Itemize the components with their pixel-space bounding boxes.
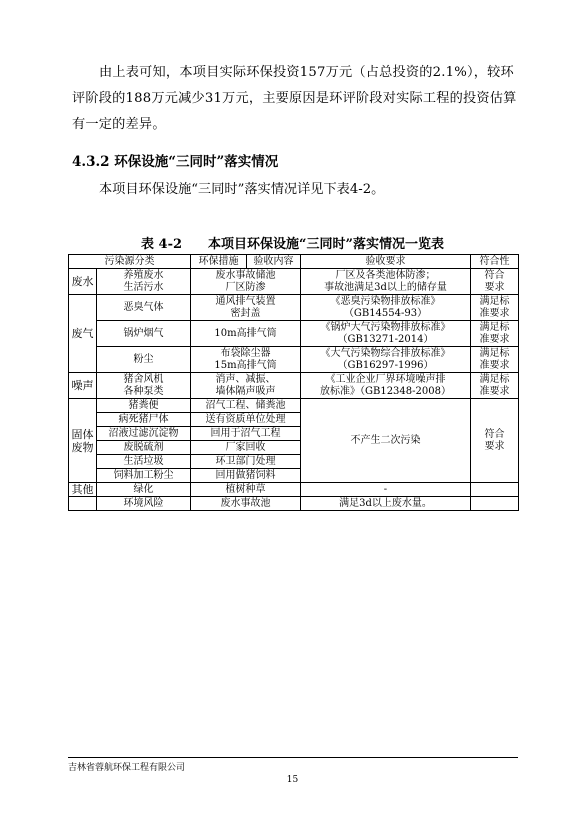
table-header-row (69, 255, 519, 269)
measure-cell: 10m高排气筒 (191, 321, 301, 347)
category-cell: 固体废物 (69, 399, 97, 483)
source-cell: 猪粪便 (97, 399, 191, 413)
header-cell: 环保措施 (191, 255, 247, 269)
requirement-cell: 《工业企业厂界环境噪声排 放标准》（GB12348-2008） (301, 373, 471, 399)
page-number: 15 (286, 775, 299, 785)
measure-cell: 植树种草 (191, 483, 301, 497)
table-row (69, 321, 519, 347)
table-row (69, 399, 519, 413)
requirement-cell: - (301, 483, 471, 497)
measure-cell: 回用做猪饲料 (191, 469, 301, 483)
requirement-cell: 满足3d以上废水量。 (301, 497, 471, 511)
source-cell: 沼液过滤沉淀物 (97, 427, 191, 441)
source-cell: 恶臭气体 (97, 295, 191, 321)
table-row (69, 347, 519, 373)
table-caption: 表 4-2 本项目环保设施“三同时”落实情况一览表 (141, 237, 444, 252)
table-row (69, 373, 519, 399)
header-cell: 验收要求 (301, 255, 471, 269)
category-cell (69, 295, 97, 373)
requirement-cell: 《大气污染物综合排放标准》 （GB16297-1996） (301, 347, 471, 373)
measure-cell: 通风排气装置 密封盖 (191, 295, 301, 321)
compliance-cell: 满足标 准要求 (471, 295, 519, 321)
compliance-cell (471, 497, 519, 511)
compliance-cell: 符合 要求 (471, 269, 519, 295)
requirement-cell: 不产生二次污染 (301, 399, 471, 483)
source-cell: 锅炉烟气 (97, 321, 191, 347)
table-row (69, 497, 519, 511)
compliance-cell: 满足标 准要求 (471, 373, 519, 399)
source-cell: 病死猪尸体 (97, 413, 191, 427)
footer-divider (68, 757, 518, 758)
three-simultaneous-table (68, 254, 519, 511)
header-cell: 污染源分类 (69, 255, 191, 269)
footer-company: 吉林省蓉航环保工程有限公司 (68, 763, 186, 773)
table-row (69, 295, 519, 321)
measure-cell: 回用于沼气工程 (191, 427, 301, 441)
source-cell: 环境风险 (97, 497, 191, 511)
requirement-cell: 《锅炉大气污染物排放标准》 （GB13271-2014） (301, 321, 471, 347)
requirement-cell: 《恶臭污染物排放标准》 （GB14554-93） (301, 295, 471, 321)
measure-cell: 消声、减振、 墙体隔声吸声 (191, 373, 301, 399)
category-cell: 废水 (69, 269, 97, 295)
table-row (69, 483, 519, 497)
source-cell: 养殖废水 生活污水 (97, 269, 191, 295)
measure-cell: 送有资质单位处理 (191, 413, 301, 427)
source-cell: 绿化 (97, 483, 191, 497)
source-cell: 粉尘 (97, 347, 191, 373)
measure-cell: 沼气工程、储粪池 (191, 399, 301, 413)
requirement-cell: 厂区及各类池体防渗； 事故池满足3d以上的储存量 (301, 269, 471, 295)
header-cell: 符合性 (471, 255, 519, 269)
source-cell: 废脱硫剂 (97, 441, 191, 455)
paragraph-table-reference: 本项目环保设施“三同时”落实情况详见下表4-2。 (99, 182, 385, 197)
measure-cell: 环卫部门处理 (191, 455, 301, 469)
category-cell (69, 497, 97, 511)
table-row (69, 269, 519, 295)
source-cell: 生活垃圾 (97, 455, 191, 469)
measure-cell: 厂家回收 (191, 441, 301, 455)
source-cell: 饲料加工粉尘 (97, 469, 191, 483)
compliance-cell: 满足标 准要求 (471, 321, 519, 347)
measure-cell: 废水事故池 (191, 497, 301, 511)
measure-cell: 布袋除尘器 15m高排气筒 (191, 347, 301, 373)
compliance-cell: 符合 要求 (471, 399, 519, 483)
header-cell: 验收内容 (247, 255, 301, 269)
category-label: 废气 (71, 327, 94, 340)
category-cell: 噪声 (69, 373, 97, 399)
paragraph-investment-summary: 由上表可知，本项目实际环保投资157万元（占总投资的2.1%），较环评阶段的188万元减少31万元，主要原因是环评阶段对实际工程的投资估算有一定的差异。 (72, 65, 517, 132)
compliance-cell (471, 483, 519, 497)
source-cell: 猪舍风机 各种泵类 (97, 373, 191, 399)
measure-cell: 废水事故储池 厂区防渗 (191, 269, 301, 295)
category-cell: 其他 (69, 483, 97, 497)
section-heading: 4.3.2 环保设施“三同时”落实情况 (72, 154, 279, 170)
compliance-cell: 满足标 准要求 (471, 347, 519, 373)
